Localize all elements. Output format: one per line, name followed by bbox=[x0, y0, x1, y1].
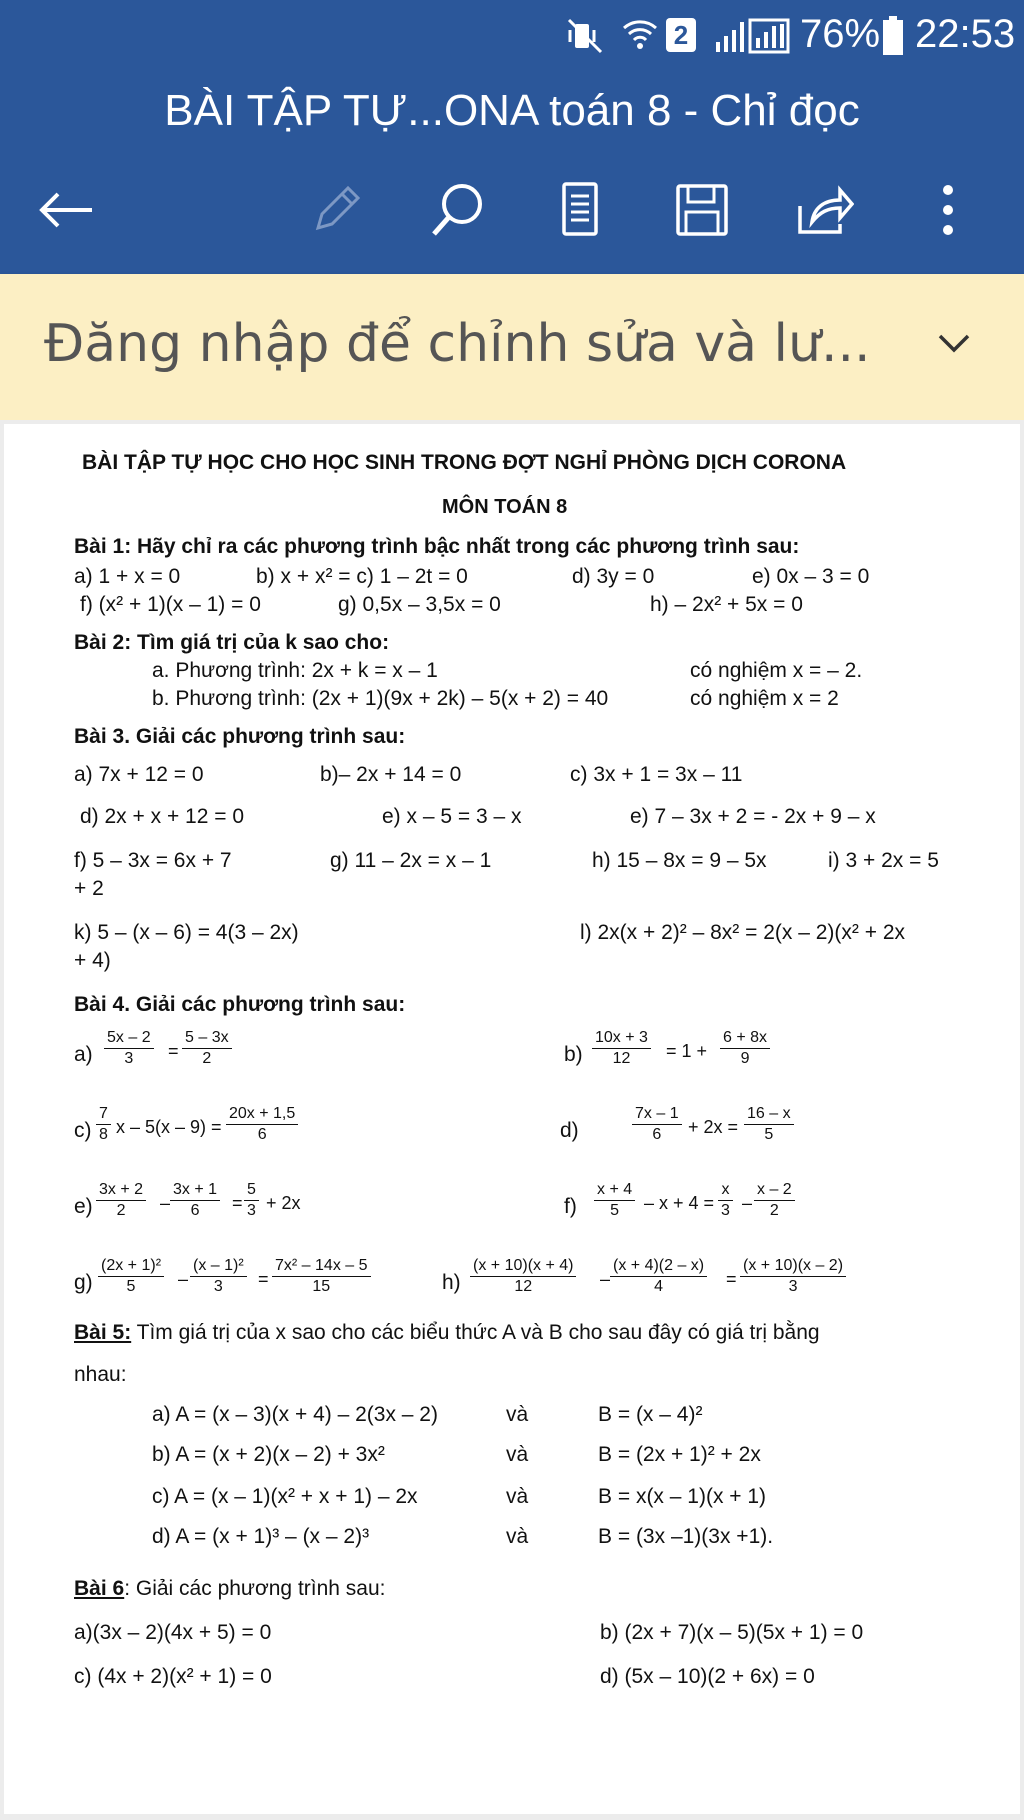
bai3-i: i) 3 + 2x = 5 bbox=[828, 849, 939, 872]
bai4-b-fraction1: 10x + 3 12 bbox=[592, 1028, 651, 1069]
pencil-icon bbox=[308, 182, 364, 238]
bai3-e2: e) 7 – 3x + 2 = - 2x + 9 – x bbox=[630, 805, 876, 828]
bai6-a: a)(3x – 2)(4x + 5) = 0 bbox=[74, 1621, 272, 1644]
bai5-heading bbox=[74, 1320, 820, 1346]
bai3-f: f) 5 – 3x = 6x + 7 bbox=[74, 849, 232, 872]
toolbar bbox=[0, 150, 1024, 270]
bai4-f-operator: – bbox=[742, 1193, 753, 1213]
bai4-d-fraction2: 16 – x 5 bbox=[744, 1104, 794, 1145]
doc-subtitle: MÔN TOÁN 8 bbox=[442, 496, 568, 518]
bai5-row-d-b: B = (3x –1)(3x +1). bbox=[598, 1525, 774, 1548]
status-bar bbox=[0, 0, 1024, 72]
share-icon bbox=[794, 182, 854, 238]
sim-badge: 2 bbox=[666, 18, 696, 52]
search-button[interactable] bbox=[418, 170, 498, 250]
save-button[interactable] bbox=[662, 170, 742, 250]
bai5-row-b-and: và bbox=[506, 1443, 529, 1466]
save-icon bbox=[674, 182, 730, 238]
bai4-e-tail: + 2x bbox=[266, 1193, 301, 1213]
vibrate-mute-icon bbox=[565, 16, 605, 56]
bai3-l: l) 2x(x + 2)² – 8x² = 2(x – 2)(x² + 2x bbox=[580, 921, 906, 944]
bai5-row-b-expr: b) A = (x + 2)(x – 2) + 3x² bbox=[152, 1443, 385, 1466]
bai3-b: b)– 2x + 14 = 0 bbox=[320, 763, 462, 786]
bai4-c-label: c) bbox=[74, 1119, 92, 1142]
bai5-text: Tìm giá trị của x sao cho các biểu thức A và B cho sau đây có giá trị bằng bbox=[131, 1321, 820, 1344]
reading-mode-button[interactable] bbox=[540, 170, 620, 250]
bai4-a-operator: = bbox=[168, 1041, 179, 1061]
bai4-f-middle: – x + 4 = bbox=[644, 1193, 715, 1213]
bai4-c-fraction1: 7 8 bbox=[96, 1104, 111, 1145]
bai1-e: e) 0x – 3 = 0 bbox=[752, 565, 870, 588]
battery-percent: 76% bbox=[800, 12, 881, 56]
bai5-row-a-b: B = (x – 4)² bbox=[598, 1403, 703, 1426]
bai5-row-c-expr: c) A = (x – 1)(x² + x + 1) – 2x bbox=[152, 1485, 418, 1508]
wifi-icon bbox=[620, 14, 660, 56]
bai2-a-equation: a. Phương trình: 2x + k = x – 1 bbox=[152, 659, 438, 682]
bai4-d-middle: + 2x = bbox=[688, 1117, 739, 1137]
bai3-h: h) 15 – 8x = 9 – 5x bbox=[592, 849, 767, 872]
bai4-g-operator2: = bbox=[258, 1269, 269, 1289]
bai4-a-label: a) bbox=[74, 1043, 93, 1066]
bai4-d-label: d) bbox=[560, 1119, 579, 1142]
bai1-a: a) 1 + x = 0 bbox=[74, 565, 181, 588]
bai3-l-continued: + 4) bbox=[74, 949, 111, 972]
bai5-row-c-and: và bbox=[506, 1485, 529, 1508]
bai3-i-continued: + 2 bbox=[74, 877, 104, 900]
bai3-d: d) 2x + x + 12 = 0 bbox=[80, 805, 245, 828]
bai4-a-fraction1: 5x – 2 3 bbox=[104, 1028, 154, 1069]
bai4-b-operator: = 1 + bbox=[666, 1041, 708, 1061]
bai1-d: d) 3y = 0 bbox=[572, 565, 655, 588]
bai3-heading: Bài 3. Giải các phương trình sau: bbox=[74, 725, 406, 748]
bai4-h-fraction3: (x + 10)(x – 2) 3 bbox=[740, 1256, 846, 1297]
bai6-c: c) (4x + 2)(x² + 1) = 0 bbox=[74, 1665, 272, 1688]
bai4-g-fraction1: (2x + 1)² 5 bbox=[98, 1256, 164, 1297]
bai4-f-fraction3: x – 2 2 bbox=[754, 1180, 795, 1221]
bai1-b: b) x + x² = c) 1 – 2t = 0 bbox=[256, 565, 468, 588]
bai4-b-fraction2: 6 + 8x 9 bbox=[720, 1028, 770, 1069]
share-button[interactable] bbox=[784, 170, 864, 250]
bai4-e-operator1: – bbox=[160, 1193, 171, 1213]
bai2-b-equation: b. Phương trình: (2x + 1)(9x + 2k) – 5(x + 2) = 40 bbox=[152, 687, 609, 710]
document-page[interactable] bbox=[4, 424, 1020, 1814]
bai4-h-label: h) bbox=[442, 1271, 461, 1294]
edit-button[interactable] bbox=[296, 170, 376, 250]
banner-text: Đăng nhập để chỉnh sửa và lư... bbox=[44, 314, 871, 374]
chevron-down-icon[interactable] bbox=[934, 324, 974, 364]
bai4-h-fraction1: (x + 10)(x + 4) 12 bbox=[470, 1256, 576, 1297]
bai5-row-a-expr: a) A = (x – 3)(x + 4) – 2(3x – 2) bbox=[152, 1403, 438, 1426]
bai3-k: k) 5 – (x – 6) = 4(3 – 2x) bbox=[74, 921, 299, 944]
more-options-button[interactable] bbox=[908, 170, 988, 250]
bai3-e1: e) x – 5 = 3 – x bbox=[382, 805, 522, 828]
search-icon bbox=[428, 180, 488, 240]
bai5-text-continued: nhau: bbox=[74, 1363, 127, 1386]
back-button[interactable] bbox=[26, 170, 106, 250]
bai4-g-fraction3: 7x² – 14x – 5 15 bbox=[272, 1256, 371, 1297]
more-icon bbox=[938, 180, 958, 240]
bai4-c-fraction2: 20x + 1,5 6 bbox=[226, 1104, 298, 1145]
bai6-d: d) (5x – 10)(2 + 6x) = 0 bbox=[600, 1665, 815, 1688]
bai4-f-label: f) bbox=[564, 1195, 577, 1218]
bai4-g-operator1: – bbox=[178, 1269, 189, 1289]
back-arrow-icon bbox=[36, 190, 96, 230]
battery-icon bbox=[882, 16, 904, 56]
bai6-text: : Giải các phương trình sau: bbox=[124, 1577, 386, 1600]
bai4-e-fraction2: 3x + 1 6 bbox=[170, 1180, 220, 1221]
bai5-row-c-b: B = x(x – 1)(x + 1) bbox=[598, 1485, 767, 1508]
bai5-row-b-b: B = (2x + 1)² + 2x bbox=[598, 1443, 761, 1466]
bai4-a-fraction2: 5 – 3x 2 bbox=[182, 1028, 232, 1069]
doc-title: BÀI TẬP TỰ HỌC CHO HỌC SINH TRONG ĐỢT NGHỈ PHÒNG DỊCH CORONA bbox=[82, 451, 847, 474]
bai2-heading: Bài 2: Tìm giá trị của k sao cho: bbox=[74, 631, 390, 654]
bai4-h-operator2: = bbox=[726, 1269, 737, 1289]
bai1-h: h) – 2x² + 5x = 0 bbox=[650, 593, 803, 616]
bai4-e-fraction1: 3x + 2 2 bbox=[96, 1180, 146, 1221]
bai6-b: b) (2x + 7)(x – 5)(5x + 1) = 0 bbox=[600, 1621, 864, 1644]
bai1-g: g) 0,5x – 3,5x = 0 bbox=[338, 593, 501, 616]
sign-in-banner[interactable] bbox=[0, 274, 1024, 420]
bai5-label: Bài 5: bbox=[74, 1321, 132, 1344]
bai4-heading: Bài 4. Giải các phương trình sau: bbox=[74, 993, 406, 1016]
bai3-c: c) 3x + 1 = 3x – 11 bbox=[570, 763, 743, 786]
bai5-row-d-and: và bbox=[506, 1525, 529, 1548]
bai6-label: Bài 6 bbox=[74, 1577, 125, 1600]
bai4-e-label: e) bbox=[74, 1195, 93, 1218]
bai3-a: a) 7x + 12 = 0 bbox=[74, 763, 204, 786]
reading-mode-icon bbox=[558, 180, 602, 240]
bai2-a-root: có nghiệm x = – 2. bbox=[690, 659, 863, 682]
bai4-h-fraction2: (x + 4)(2 – x) 4 bbox=[610, 1256, 707, 1297]
clock: 22:53 bbox=[915, 12, 1016, 56]
bai4-g-label: g) bbox=[74, 1271, 93, 1294]
bai1-f: f) (x² + 1)(x – 1) = 0 bbox=[80, 593, 261, 616]
bai4-c-middle: x – 5(x – 9) = bbox=[116, 1117, 222, 1137]
bai4-e-fraction3: 5 3 bbox=[244, 1180, 259, 1221]
bai4-h-operator1: – bbox=[600, 1269, 611, 1289]
bai4-f-fraction2: x 3 bbox=[718, 1180, 733, 1221]
bai4-b-label: b) bbox=[564, 1043, 583, 1066]
bai4-f-fraction1: x + 4 5 bbox=[594, 1180, 635, 1221]
bai1-heading: Bài 1: Hãy chỉ ra các phương trình bậc nhất trong các phương trình sau: bbox=[74, 535, 800, 558]
bai4-e-operator2: = bbox=[232, 1193, 243, 1213]
bai3-g: g) 11 – 2x = x – 1 bbox=[330, 849, 492, 872]
signal-icon bbox=[712, 14, 792, 56]
bai5-row-a-and: và bbox=[506, 1403, 529, 1426]
bai4-g-fraction2: (x – 1)² 3 bbox=[190, 1256, 247, 1297]
bai6-heading bbox=[74, 1576, 386, 1602]
bai2-b-root: có nghiệm x = 2 bbox=[690, 687, 839, 710]
document-title: BÀI TẬP TỰ...ONA toán 8 - Chỉ đọc bbox=[0, 72, 1024, 150]
bai5-row-d-expr: d) A = (x + 1)³ – (x – 2)³ bbox=[152, 1525, 370, 1548]
bai4-d-fraction1: 7x – 1 6 bbox=[632, 1104, 682, 1145]
